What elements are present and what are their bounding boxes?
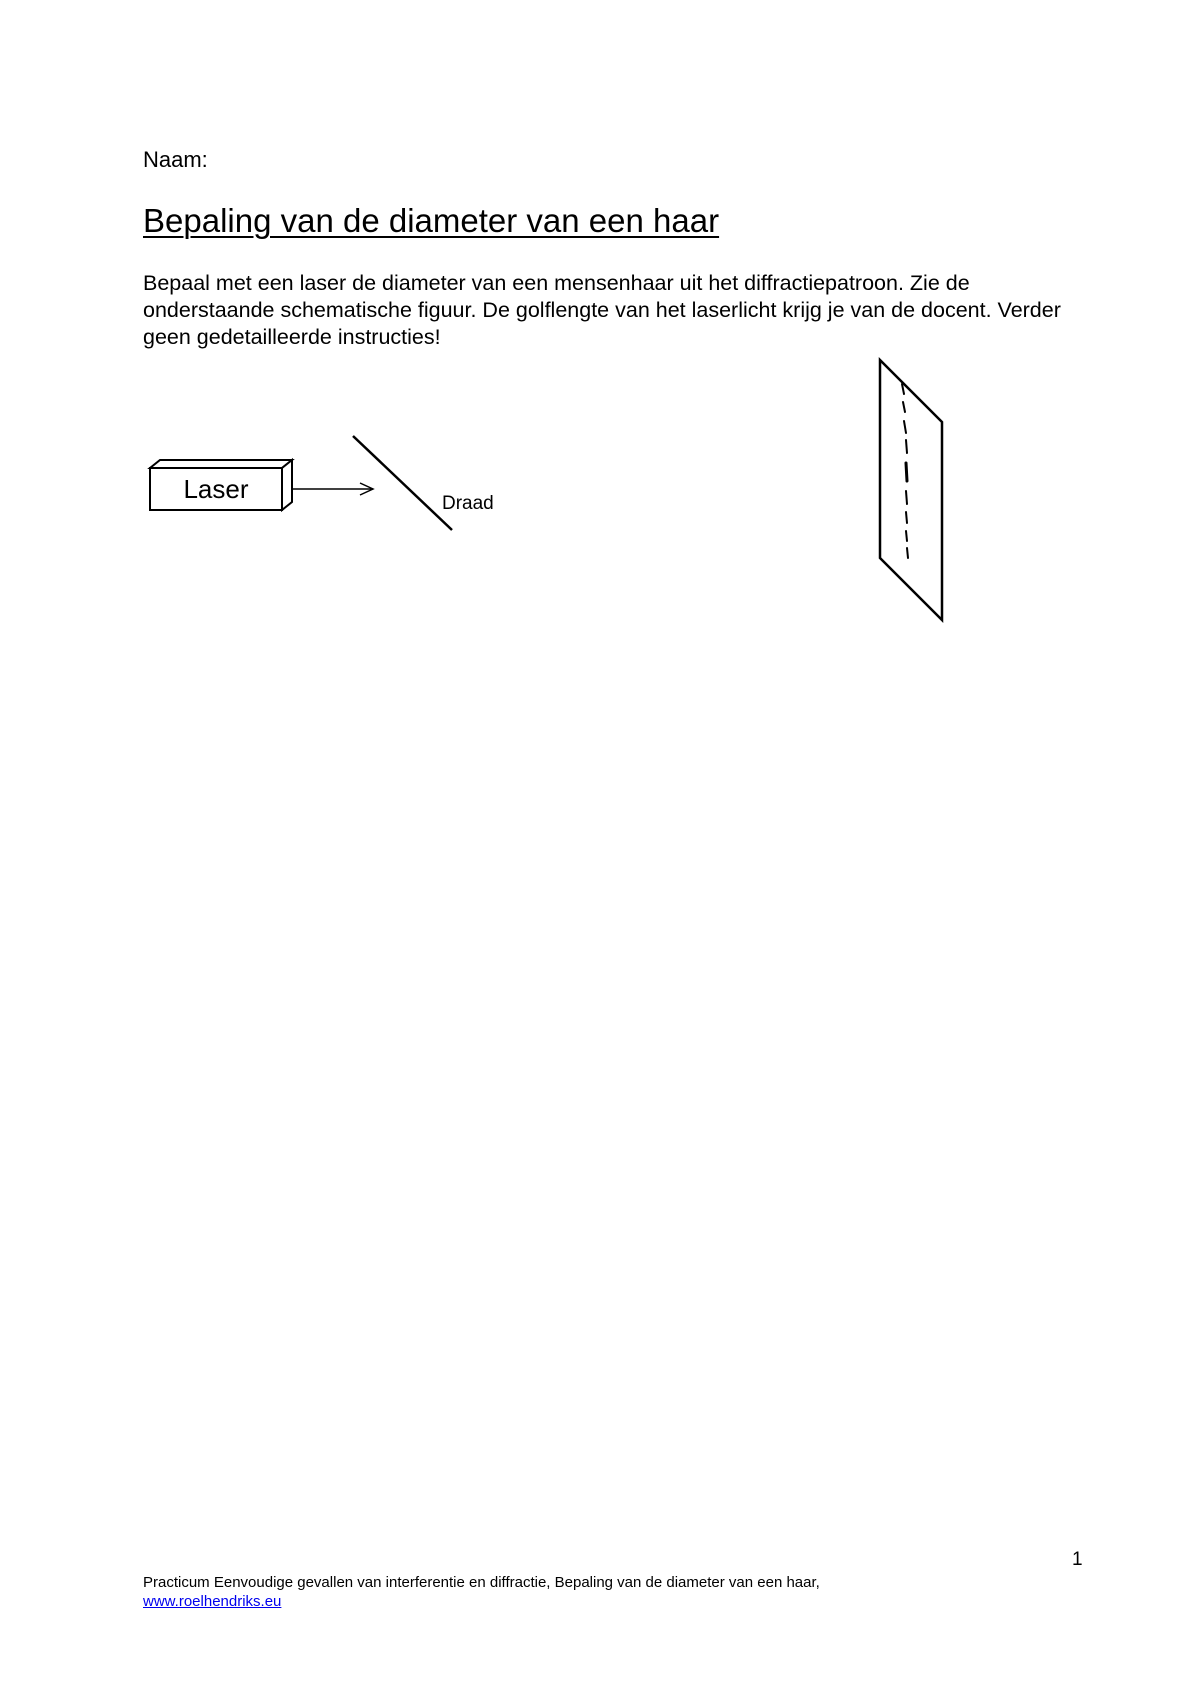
footer-website-link[interactable]: www.roelhendriks.eu (143, 1593, 282, 1610)
page-title: Bepaling van de diameter van een haar (143, 202, 720, 239)
setup-diagram (0, 340, 1200, 640)
footer (143, 1573, 820, 1611)
wire-label: Draad (442, 493, 494, 514)
wire-line (353, 436, 452, 530)
name-label: Naam: (143, 147, 208, 172)
intro-paragraph: Bepaal met een laser de diameter van een mensenhaar uit het diffractiepatroon. Zie de onderstaande schematische figuur. De golflengte van het laserlicht krijg je van de docent. Verder geen gedetailleerde instructies! (143, 271, 1061, 349)
footer-text: Practicum Eenvoudige gevallen van interferentie en diffractie, Bepaling van de diameter van een haar, (143, 1574, 820, 1591)
page-number: 1 (1072, 1549, 1083, 1570)
screen-panel (880, 360, 942, 620)
laser-label: Laser (183, 474, 249, 504)
laser-beam (292, 483, 373, 495)
